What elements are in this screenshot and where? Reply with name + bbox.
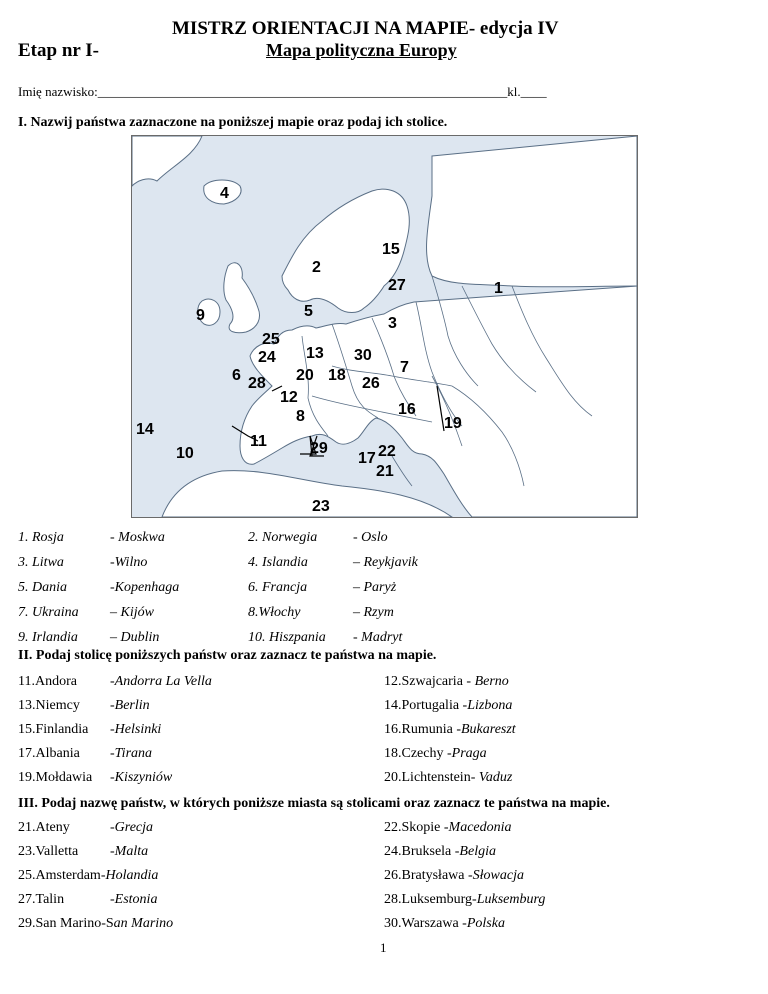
map-number-label: 17: [358, 450, 376, 467]
section3-answer: -Malta: [110, 844, 149, 859]
section2-answer: -Kiszyniów: [110, 770, 173, 785]
section2-heading: II. Podaj stolicę poniższych państw oraz zaznacz te państwa na mapie.: [18, 648, 437, 663]
section3-row-right: [384, 868, 524, 884]
section1-cell: 10. Hiszpania: [248, 630, 326, 645]
section2-answer: -Berlin: [110, 698, 150, 713]
map-number-label: 27: [388, 277, 406, 294]
section3-label: 24.Bruksela: [384, 844, 455, 859]
section1-cell: – Reykjavik: [353, 555, 418, 570]
section3-label: 26.Bratysława -: [384, 868, 473, 883]
section2-label: 14.Portugalia: [384, 698, 463, 713]
section3-row-left: [18, 916, 173, 932]
section3-answer: an Marino: [113, 916, 174, 931]
map-number-label: 30: [354, 347, 372, 364]
map-number-label: 12: [280, 389, 298, 406]
section2-answer: -Bukareszt: [456, 722, 516, 737]
section3-answer: -Grecja: [110, 820, 154, 835]
page-subtitle: Mapa polityczna Europy: [266, 40, 457, 60]
section1-cell: -Wilno: [110, 555, 148, 570]
section1-cell: 2. Norwegia: [248, 530, 318, 545]
section3-answer: -Belgia: [454, 844, 496, 859]
section2-row-left: [18, 770, 92, 786]
section2-label: 20.Lichtenstein-: [384, 770, 479, 785]
section2-row-right: [384, 770, 512, 786]
section2-answer: -Lizbona: [462, 698, 513, 713]
map-number-label: 6: [232, 367, 241, 384]
page-title: MISTRZ ORIENTACJI NA MAPIE- edycja IV: [172, 18, 559, 39]
map-number-label: 11: [250, 433, 267, 450]
section2-row-right: [384, 722, 516, 738]
section1-cell: 3. Litwa: [18, 555, 64, 570]
section2-row-left: [18, 698, 80, 714]
section3-label: 29.San Marino-S: [18, 916, 114, 931]
section3-answer: -Macedonia: [443, 820, 512, 835]
section1-cell: – Paryż: [353, 580, 397, 595]
section2-answer: -Praga: [446, 746, 487, 761]
section3-label: 30.Warszawa: [384, 916, 463, 931]
map-number-label: 16: [398, 401, 416, 418]
section3-row-right: [384, 892, 545, 908]
map-number-label: 25: [262, 331, 280, 348]
map-number-label: 15: [382, 241, 400, 258]
section3-answer: Słowacja: [472, 868, 524, 883]
section3-label: 27.Talin: [18, 892, 65, 907]
section3-answer: -Polska: [462, 916, 505, 931]
section1-cell: – Dublin: [110, 630, 160, 645]
section2-label: 12.Szwajcaria -: [384, 674, 475, 689]
map-number-label: 19: [444, 415, 462, 432]
map-number-label: 21: [376, 463, 394, 480]
section3-row-left: [18, 844, 149, 860]
map-number-label: 2: [312, 259, 321, 276]
map-svg: [132, 136, 637, 517]
section1-cell: -Kopenhaga: [110, 580, 180, 595]
map-number-label: 18: [328, 367, 346, 384]
section3-row-right: [384, 844, 496, 860]
section2-row-right: [384, 674, 509, 690]
map-number-label: 1: [494, 280, 503, 297]
map-number-label: 5: [304, 303, 313, 320]
section3-row-left: [18, 820, 154, 836]
section2-label: 19.Mołdawia: [18, 770, 93, 785]
map-number-label: 14: [136, 421, 154, 438]
section1-cell: 7. Ukraina: [18, 605, 79, 620]
section3-answer: Luksemburg: [476, 892, 546, 907]
section1-cell: 9. Irlandia: [18, 630, 78, 645]
section2-label: 16.Rumunia: [384, 722, 457, 737]
map-number-label: 20: [296, 367, 314, 384]
section1-cell: 4. Islandia: [248, 555, 308, 570]
map-number-label: 8: [296, 408, 305, 425]
section1-cell: - Moskwa: [110, 530, 165, 545]
stage-label: Etap nr I-: [18, 40, 99, 61]
section2-answer: -Tirana: [110, 746, 153, 761]
map-number-label: 26: [362, 375, 380, 392]
section3-row-right: [384, 820, 512, 836]
section3-label: 25.Amsterdam-: [18, 868, 106, 883]
map-number-label: 7: [400, 359, 409, 376]
section3-row-left: [18, 868, 158, 884]
europe-political-map: [131, 135, 638, 518]
section1-cell: – Rzym: [353, 605, 394, 620]
section2-answer: -Andorra La Vella: [110, 674, 212, 689]
section2-answer: Vaduz: [478, 770, 513, 785]
section3-heading: III. Podaj nazwę państw, w których poniższe miasta są stolicami oraz zaznacz te państwa na mapie.: [18, 796, 610, 811]
section1-cell: – Kijów: [110, 605, 154, 620]
section2-row-left: [18, 746, 80, 762]
section1-cell: 6. Francja: [248, 580, 308, 595]
section2-row-right: [384, 746, 487, 762]
section1-cell: - Oslo: [353, 530, 388, 545]
section1-heading: I. Nazwij państwa zaznaczone na poniższej mapie oraz podaj ich stolice.: [18, 115, 448, 130]
section1-cell: 1. Rosja: [18, 530, 64, 545]
section1-cell: - Madryt: [353, 630, 403, 645]
section2-label: 11.Andora: [18, 674, 77, 689]
section3-label: 23.Valletta: [18, 844, 79, 859]
section2-answer: -Helsinki: [110, 722, 162, 737]
section3-row-left: [18, 892, 158, 908]
map-number-label: 10: [176, 445, 194, 462]
section3-label: 28.Luksemburg-: [384, 892, 477, 907]
section3-answer: -Estonia: [110, 892, 158, 907]
section1-cell: 5. Dania: [18, 580, 67, 595]
map-number-label: 29: [310, 440, 328, 457]
section2-label: 13.Niemcy: [18, 698, 80, 713]
name-line: Imię nazwisko:_______________________________________________________________kl.____: [18, 84, 547, 99]
map-number-label: 28: [248, 375, 266, 392]
map-number-label: 24: [258, 349, 276, 366]
section2-label: 15.Finlandia: [18, 722, 89, 737]
section3-answer: Holandia: [105, 868, 159, 883]
page-number: 1: [380, 940, 387, 955]
section3-row-right: [384, 916, 505, 932]
section2-row-right: [384, 698, 512, 714]
section2-row-left: [18, 722, 88, 738]
map-number-label: 3: [388, 315, 397, 332]
section2-label: 18.Czechy: [384, 746, 447, 761]
map-number-label: 4: [220, 185, 229, 202]
section2-answer: Berno: [474, 674, 509, 689]
section1-cell: 8.Włochy: [248, 605, 301, 620]
russia-shape: [427, 136, 637, 287]
map-number-label: 9: [196, 307, 205, 324]
section3-label: 22.Skopie: [384, 820, 444, 835]
map-number-label: 23: [312, 498, 330, 515]
section2-row-left: [18, 674, 77, 690]
section3-label: 21.Ateny: [18, 820, 70, 835]
map-number-label: 22: [378, 443, 396, 460]
section2-label: 17.Albania: [18, 746, 80, 761]
map-number-label: 13: [306, 345, 324, 362]
